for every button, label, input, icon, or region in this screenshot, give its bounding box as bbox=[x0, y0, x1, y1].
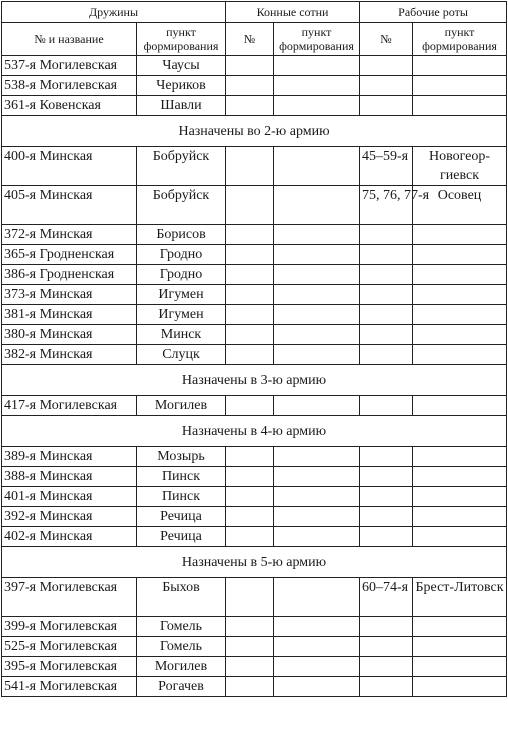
workcompany-num-cell bbox=[360, 225, 413, 245]
formation-place-cell: Гомель bbox=[137, 617, 226, 637]
unit-name-cell: 405-я Минская bbox=[2, 186, 137, 225]
formation-place-cell: Минск bbox=[137, 325, 226, 345]
cavalry-num-cell bbox=[226, 677, 274, 697]
formation-place-cell: Рогачев bbox=[137, 677, 226, 697]
formation-place-cell: Могилев bbox=[137, 396, 226, 416]
cavalry-place-cell bbox=[274, 76, 360, 96]
workcompany-num-cell bbox=[360, 285, 413, 305]
unit-name-cell: 361-я Ковенская bbox=[2, 96, 137, 116]
unit-name-cell: 541-я Могилевская bbox=[2, 677, 137, 697]
table-row bbox=[2, 96, 507, 116]
cavalry-num-cell bbox=[226, 345, 274, 365]
table-row bbox=[2, 487, 507, 507]
header-num-roty: № bbox=[360, 23, 413, 56]
workcompany-num-cell bbox=[360, 305, 413, 325]
workcompany-place-cell: Новогеор-гиевск bbox=[413, 147, 507, 186]
workcompany-num-cell bbox=[360, 96, 413, 116]
unit-name-cell: 382-я Минская bbox=[2, 345, 137, 365]
workcompany-place-cell bbox=[413, 637, 507, 657]
cavalry-num-cell bbox=[226, 527, 274, 547]
workcompany-place-cell bbox=[413, 657, 507, 677]
cavalry-place-cell bbox=[274, 637, 360, 657]
workcompany-place-cell bbox=[413, 305, 507, 325]
formation-place-cell: Чаусы bbox=[137, 56, 226, 76]
formation-place-cell: Могилев bbox=[137, 657, 226, 677]
cavalry-num-cell bbox=[226, 637, 274, 657]
workcompany-num-cell bbox=[360, 396, 413, 416]
cavalry-num-cell bbox=[226, 325, 274, 345]
cavalry-place-cell bbox=[274, 56, 360, 76]
header-konnye-sotni: Конные сотни bbox=[226, 2, 360, 23]
section-row bbox=[2, 116, 507, 147]
unit-name-cell: 395-я Могилевская bbox=[2, 657, 137, 677]
unit-name-cell: 380-я Минская bbox=[2, 325, 137, 345]
formation-place-cell: Пинск bbox=[137, 467, 226, 487]
workcompany-place-cell: Брест-Литовск bbox=[413, 578, 507, 617]
workcompany-num-cell bbox=[360, 325, 413, 345]
table-row bbox=[2, 186, 507, 225]
section-row bbox=[2, 547, 507, 578]
cavalry-num-cell bbox=[226, 467, 274, 487]
cavalry-place-cell bbox=[274, 396, 360, 416]
unit-name-cell: 525-я Могилевская bbox=[2, 637, 137, 657]
workcompany-place-cell bbox=[413, 396, 507, 416]
table-body bbox=[2, 56, 507, 697]
formation-place-cell: Гомель bbox=[137, 637, 226, 657]
workcompany-num-cell bbox=[360, 637, 413, 657]
unit-name-cell: 399-я Могилевская bbox=[2, 617, 137, 637]
formation-place-cell: Мозырь bbox=[137, 447, 226, 467]
cavalry-num-cell bbox=[226, 245, 274, 265]
formation-place-cell: Шавли bbox=[137, 96, 226, 116]
workcompany-place-cell bbox=[413, 76, 507, 96]
formation-place-cell: Гродно bbox=[137, 265, 226, 285]
cavalry-num-cell bbox=[226, 225, 274, 245]
table-row bbox=[2, 657, 507, 677]
unit-name-cell: 381-я Минская bbox=[2, 305, 137, 325]
cavalry-num-cell bbox=[226, 487, 274, 507]
unit-name-cell: 386-я Гродненская bbox=[2, 265, 137, 285]
workcompany-place-cell bbox=[413, 447, 507, 467]
unit-name-cell: 537-я Могилевская bbox=[2, 56, 137, 76]
header-punkt-roty: пункт формирования bbox=[413, 23, 507, 56]
formation-place-cell: Речица bbox=[137, 507, 226, 527]
cavalry-num-cell bbox=[226, 96, 274, 116]
cavalry-place-cell bbox=[274, 96, 360, 116]
cavalry-place-cell bbox=[274, 677, 360, 697]
cavalry-num-cell bbox=[226, 265, 274, 285]
cavalry-num-cell bbox=[226, 147, 274, 186]
unit-name-cell: 373-я Минская bbox=[2, 285, 137, 305]
formation-place-cell: Чериков bbox=[137, 76, 226, 96]
unit-name-cell: 397-я Могилевская bbox=[2, 578, 137, 617]
workcompany-num-cell bbox=[360, 677, 413, 697]
formation-place-cell: Пинск bbox=[137, 487, 226, 507]
cavalry-place-cell bbox=[274, 186, 360, 225]
unit-name-cell: 392-я Минская bbox=[2, 507, 137, 527]
cavalry-num-cell bbox=[226, 396, 274, 416]
section-row bbox=[2, 365, 507, 396]
workcompany-num-cell: 75, 76, 77-я bbox=[360, 186, 413, 225]
cavalry-num-cell bbox=[226, 657, 274, 677]
cavalry-num-cell bbox=[226, 186, 274, 225]
header-punkt-sotni: пункт формирования bbox=[274, 23, 360, 56]
cavalry-place-cell bbox=[274, 527, 360, 547]
table-row bbox=[2, 225, 507, 245]
table-row bbox=[2, 677, 507, 697]
table-row bbox=[2, 467, 507, 487]
formation-place-cell: Бобруйск bbox=[137, 186, 226, 225]
table-row bbox=[2, 245, 507, 265]
table-row bbox=[2, 325, 507, 345]
workcompany-num-cell bbox=[360, 76, 413, 96]
cavalry-place-cell bbox=[274, 507, 360, 527]
workcompany-place-cell bbox=[413, 345, 507, 365]
cavalry-place-cell bbox=[274, 245, 360, 265]
workcompany-num-cell: 60–74-я bbox=[360, 578, 413, 617]
unit-name-cell: 389-я Минская bbox=[2, 447, 137, 467]
table-row bbox=[2, 507, 507, 527]
formation-place-cell: Игумен bbox=[137, 285, 226, 305]
table-row bbox=[2, 345, 507, 365]
table-row bbox=[2, 305, 507, 325]
cavalry-num-cell bbox=[226, 617, 274, 637]
table-row bbox=[2, 56, 507, 76]
cavalry-place-cell bbox=[274, 325, 360, 345]
workcompany-place-cell bbox=[413, 617, 507, 637]
workcompany-num-cell bbox=[360, 617, 413, 637]
table-header bbox=[2, 2, 507, 56]
workcompany-place-cell bbox=[413, 507, 507, 527]
header-punkt-druzhiny: пункт формирования bbox=[137, 23, 226, 56]
table-row bbox=[2, 147, 507, 186]
cavalry-num-cell bbox=[226, 447, 274, 467]
workcompany-num-cell bbox=[360, 657, 413, 677]
workcompany-num-cell bbox=[360, 467, 413, 487]
cavalry-num-cell bbox=[226, 76, 274, 96]
cavalry-place-cell bbox=[274, 285, 360, 305]
workcompany-num-cell bbox=[360, 345, 413, 365]
section-row bbox=[2, 416, 507, 447]
section-title: Назначены в 5-ю армию bbox=[2, 547, 507, 578]
formation-place-cell: Бобруйск bbox=[137, 147, 226, 186]
formation-place-cell: Гродно bbox=[137, 245, 226, 265]
cavalry-num-cell bbox=[226, 578, 274, 617]
unit-name-cell: 401-я Минская bbox=[2, 487, 137, 507]
table-row bbox=[2, 285, 507, 305]
workcompany-num-cell bbox=[360, 265, 413, 285]
formation-place-cell: Борисов bbox=[137, 225, 226, 245]
unit-name-cell: 388-я Минская bbox=[2, 467, 137, 487]
cavalry-num-cell bbox=[226, 56, 274, 76]
section-title: Назначены в 4-ю армию bbox=[2, 416, 507, 447]
table-row bbox=[2, 265, 507, 285]
table-row bbox=[2, 527, 507, 547]
workcompany-num-cell bbox=[360, 487, 413, 507]
formation-place-cell: Речица bbox=[137, 527, 226, 547]
workcompany-place-cell bbox=[413, 225, 507, 245]
table-row bbox=[2, 617, 507, 637]
table-row bbox=[2, 637, 507, 657]
cavalry-place-cell bbox=[274, 578, 360, 617]
section-title: Назначены во 2-ю армию bbox=[2, 116, 507, 147]
table-row bbox=[2, 578, 507, 617]
unit-name-cell: 400-я Минская bbox=[2, 147, 137, 186]
header-rabochie-roty: Рабочие роты bbox=[360, 2, 507, 23]
unit-name-cell: 365-я Гродненская bbox=[2, 245, 137, 265]
workcompany-place-cell bbox=[413, 325, 507, 345]
workcompany-num-cell bbox=[360, 527, 413, 547]
cavalry-place-cell bbox=[274, 147, 360, 186]
cavalry-place-cell bbox=[274, 617, 360, 637]
workcompany-num-cell: 45–59-я bbox=[360, 147, 413, 186]
unit-name-cell: 402-я Минская bbox=[2, 527, 137, 547]
cavalry-num-cell bbox=[226, 507, 274, 527]
workcompany-place-cell bbox=[413, 467, 507, 487]
formation-place-cell: Слуцк bbox=[137, 345, 226, 365]
table-row bbox=[2, 396, 507, 416]
table-row bbox=[2, 447, 507, 467]
workcompany-place-cell bbox=[413, 56, 507, 76]
formation-place-cell: Быхов bbox=[137, 578, 226, 617]
workcompany-place-cell bbox=[413, 677, 507, 697]
workcompany-place-cell bbox=[413, 285, 507, 305]
formation-place-cell: Игумен bbox=[137, 305, 226, 325]
workcompany-place-cell bbox=[413, 96, 507, 116]
cavalry-place-cell bbox=[274, 305, 360, 325]
cavalry-place-cell bbox=[274, 657, 360, 677]
cavalry-place-cell bbox=[274, 265, 360, 285]
header-num-sotni: № bbox=[226, 23, 274, 56]
cavalry-place-cell bbox=[274, 447, 360, 467]
unit-name-cell: 372-я Минская bbox=[2, 225, 137, 245]
table-row bbox=[2, 76, 507, 96]
workcompany-num-cell bbox=[360, 245, 413, 265]
workcompany-place-cell bbox=[413, 527, 507, 547]
unit-name-cell: 417-я Могилевская bbox=[2, 396, 137, 416]
cavalry-place-cell bbox=[274, 487, 360, 507]
cavalry-place-cell bbox=[274, 467, 360, 487]
workcompany-num-cell bbox=[360, 56, 413, 76]
unit-name-cell: 538-я Могилевская bbox=[2, 76, 137, 96]
cavalry-place-cell bbox=[274, 345, 360, 365]
header-druzhiny: Дружины bbox=[2, 2, 226, 23]
workcompany-place-cell bbox=[413, 487, 507, 507]
workcompany-num-cell bbox=[360, 507, 413, 527]
section-title: Назначены в 3-ю армию bbox=[2, 365, 507, 396]
workcompany-place-cell bbox=[413, 265, 507, 285]
cavalry-place-cell bbox=[274, 225, 360, 245]
header-num-name: № и название bbox=[2, 23, 137, 56]
cavalry-num-cell bbox=[226, 305, 274, 325]
workcompany-place-cell bbox=[413, 245, 507, 265]
workcompany-place-cell: Осовец bbox=[413, 186, 507, 225]
cavalry-num-cell bbox=[226, 285, 274, 305]
militia-table bbox=[1, 1, 507, 697]
workcompany-num-cell bbox=[360, 447, 413, 467]
